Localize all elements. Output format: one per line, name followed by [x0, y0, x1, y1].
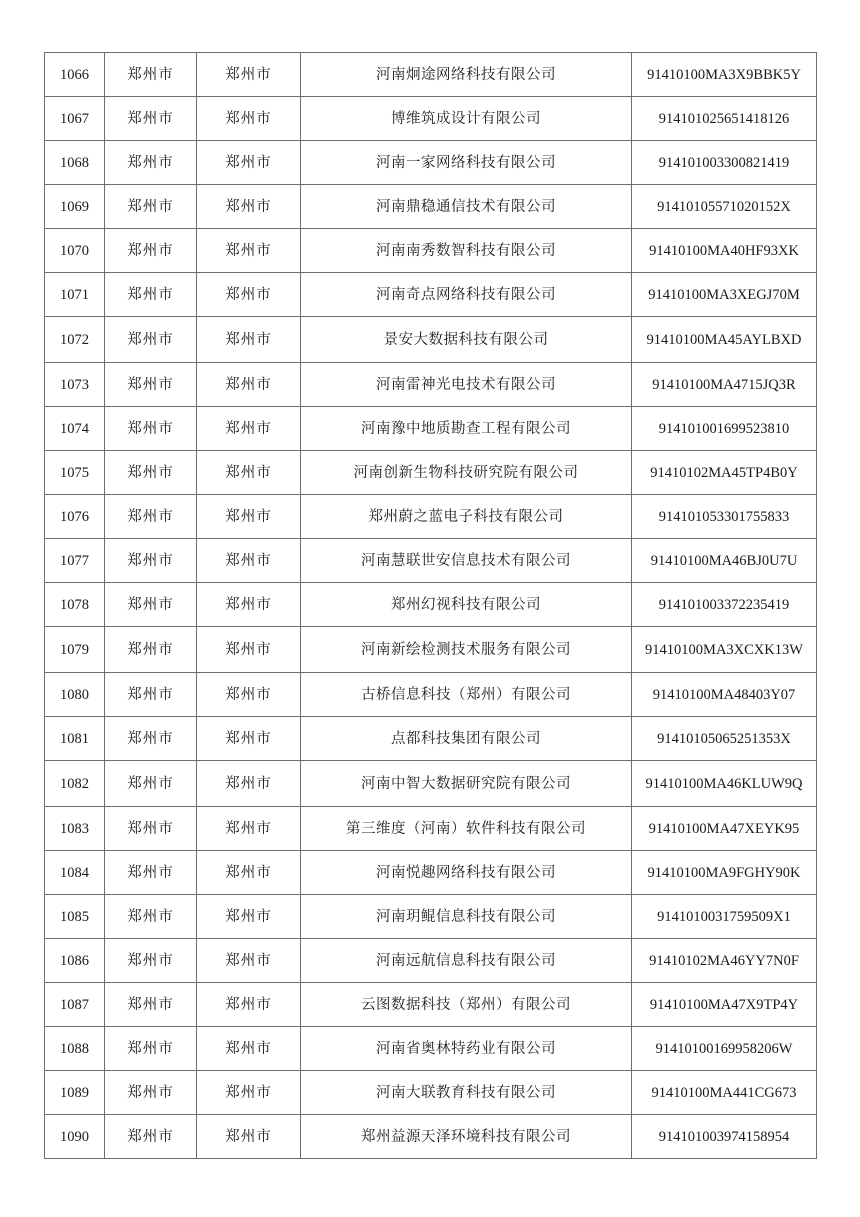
- row-number: 1075: [45, 451, 105, 495]
- table-row: [45, 495, 817, 539]
- table-row: [45, 761, 817, 807]
- row-number: 1073: [45, 363, 105, 407]
- document-page: [44, 52, 817, 1159]
- row-number: 1069: [45, 185, 105, 229]
- table-row: [45, 539, 817, 583]
- table-row: [45, 53, 817, 97]
- row-number: 1067: [45, 97, 105, 141]
- city-cell: 郑州市: [105, 451, 197, 495]
- table-row: [45, 451, 817, 495]
- company-name-cell: 景安大数据科技有限公司: [301, 317, 632, 363]
- company-name-cell: 河南远航信息科技有限公司: [301, 939, 632, 983]
- row-number: 1071: [45, 273, 105, 317]
- city-cell: 郑州市: [105, 1115, 197, 1159]
- company-name-cell: 云图数据科技（郑州）有限公司: [301, 983, 632, 1027]
- row-number: 1090: [45, 1115, 105, 1159]
- credit-code-cell: 914101003974158954: [632, 1115, 817, 1159]
- district-cell: 郑州市: [197, 539, 301, 583]
- table-row: [45, 97, 817, 141]
- credit-code-cell: 91410100MA47X9TP4Y: [632, 983, 817, 1027]
- table-row: [45, 939, 817, 983]
- credit-code-cell: 91410105065251353X: [632, 717, 817, 761]
- row-number: 1089: [45, 1071, 105, 1115]
- city-cell: 郑州市: [105, 851, 197, 895]
- table-row: [45, 273, 817, 317]
- district-cell: 郑州市: [197, 761, 301, 807]
- district-cell: 郑州市: [197, 363, 301, 407]
- district-cell: 郑州市: [197, 495, 301, 539]
- district-cell: 郑州市: [197, 939, 301, 983]
- company-name-cell: 河南鼎稳通信技术有限公司: [301, 185, 632, 229]
- row-number: 1084: [45, 851, 105, 895]
- table-body: [45, 53, 817, 1159]
- credit-code-cell: 91410100MA4715JQ3R: [632, 363, 817, 407]
- city-cell: 郑州市: [105, 495, 197, 539]
- credit-code-cell: 91410100169958206W: [632, 1027, 817, 1071]
- row-number: 1074: [45, 407, 105, 451]
- table-row: [45, 1115, 817, 1159]
- row-number: 1068: [45, 141, 105, 185]
- district-cell: 郑州市: [197, 229, 301, 273]
- credit-code-cell: 91410102MA45TP4B0Y: [632, 451, 817, 495]
- company-name-cell: 河南悦趣网络科技有限公司: [301, 851, 632, 895]
- city-cell: 郑州市: [105, 53, 197, 97]
- company-name-cell: 第三维度（河南）软件科技有限公司: [301, 807, 632, 851]
- district-cell: 郑州市: [197, 717, 301, 761]
- credit-code-cell: 914101003300821419: [632, 141, 817, 185]
- table-row: [45, 185, 817, 229]
- table-row: [45, 627, 817, 673]
- district-cell: 郑州市: [197, 673, 301, 717]
- row-number: 1088: [45, 1027, 105, 1071]
- company-name-cell: 河南南秀数智科技有限公司: [301, 229, 632, 273]
- district-cell: 郑州市: [197, 1071, 301, 1115]
- row-number: 1082: [45, 761, 105, 807]
- row-number: 1077: [45, 539, 105, 583]
- city-cell: 郑州市: [105, 97, 197, 141]
- city-cell: 郑州市: [105, 1027, 197, 1071]
- row-number: 1081: [45, 717, 105, 761]
- district-cell: 郑州市: [197, 807, 301, 851]
- company-name-cell: 古桥信息科技（郑州）有限公司: [301, 673, 632, 717]
- company-name-cell: 河南大联教育科技有限公司: [301, 1071, 632, 1115]
- row-number: 1086: [45, 939, 105, 983]
- city-cell: 郑州市: [105, 939, 197, 983]
- city-cell: 郑州市: [105, 363, 197, 407]
- row-number: 1078: [45, 583, 105, 627]
- row-number: 1083: [45, 807, 105, 851]
- credit-code-cell: 91410100MA48403Y07: [632, 673, 817, 717]
- district-cell: 郑州市: [197, 583, 301, 627]
- district-cell: 郑州市: [197, 317, 301, 363]
- company-name-cell: 河南创新生物科技研究院有限公司: [301, 451, 632, 495]
- credit-code-cell: 91410100MA9FGHY90K: [632, 851, 817, 895]
- city-cell: 郑州市: [105, 983, 197, 1027]
- company-name-cell: 河南新绘检测技术服务有限公司: [301, 627, 632, 673]
- credit-code-cell: 91410102MA46YY7N0F: [632, 939, 817, 983]
- district-cell: 郑州市: [197, 1115, 301, 1159]
- credit-code-cell: 91410100MA40HF93XK: [632, 229, 817, 273]
- row-number: 1085: [45, 895, 105, 939]
- table-row: [45, 895, 817, 939]
- city-cell: 郑州市: [105, 1071, 197, 1115]
- city-cell: 郑州市: [105, 583, 197, 627]
- row-number: 1066: [45, 53, 105, 97]
- credit-code-cell: 91410105571020152X: [632, 185, 817, 229]
- company-name-cell: 河南中智大数据研究院有限公司: [301, 761, 632, 807]
- table-row: [45, 673, 817, 717]
- credit-code-cell: 91410100MA3XCXK13W: [632, 627, 817, 673]
- table-row: [45, 229, 817, 273]
- credit-code-cell: 9141010031759509X1: [632, 895, 817, 939]
- credit-code-cell: 91410100MA3XEGJ70M: [632, 273, 817, 317]
- district-cell: 郑州市: [197, 1027, 301, 1071]
- company-name-cell: 河南豫中地质勘查工程有限公司: [301, 407, 632, 451]
- credit-code-cell: 914101025651418126: [632, 97, 817, 141]
- credit-code-cell: 91410100MA45AYLBXD: [632, 317, 817, 363]
- table-row: [45, 583, 817, 627]
- company-name-cell: 河南奇点网络科技有限公司: [301, 273, 632, 317]
- row-number: 1076: [45, 495, 105, 539]
- company-name-cell: 河南炯途网络科技有限公司: [301, 53, 632, 97]
- table-row: [45, 717, 817, 761]
- district-cell: 郑州市: [197, 185, 301, 229]
- city-cell: 郑州市: [105, 141, 197, 185]
- city-cell: 郑州市: [105, 407, 197, 451]
- company-name-cell: 郑州蔚之蓝电子科技有限公司: [301, 495, 632, 539]
- credit-code-cell: 91410100MA46BJ0U7U: [632, 539, 817, 583]
- district-cell: 郑州市: [197, 627, 301, 673]
- district-cell: 郑州市: [197, 53, 301, 97]
- city-cell: 郑州市: [105, 761, 197, 807]
- district-cell: 郑州市: [197, 983, 301, 1027]
- table-row: [45, 317, 817, 363]
- company-name-cell: 点都科技集团有限公司: [301, 717, 632, 761]
- city-cell: 郑州市: [105, 317, 197, 363]
- district-cell: 郑州市: [197, 895, 301, 939]
- company-name-cell: 河南慧联世安信息技术有限公司: [301, 539, 632, 583]
- city-cell: 郑州市: [105, 673, 197, 717]
- company-name-cell: 河南一家网络科技有限公司: [301, 141, 632, 185]
- credit-code-cell: 91410100MA3X9BBK5Y: [632, 53, 817, 97]
- credit-code-cell: 914101001699523810: [632, 407, 817, 451]
- table-row: [45, 407, 817, 451]
- row-number: 1070: [45, 229, 105, 273]
- credit-code-cell: 91410100MA47XEYK95: [632, 807, 817, 851]
- city-cell: 郑州市: [105, 273, 197, 317]
- credit-code-cell: 914101053301755833: [632, 495, 817, 539]
- table-row: [45, 983, 817, 1027]
- company-name-cell: 河南雷神光电技术有限公司: [301, 363, 632, 407]
- table-row: [45, 363, 817, 407]
- city-cell: 郑州市: [105, 807, 197, 851]
- table-row: [45, 1071, 817, 1115]
- district-cell: 郑州市: [197, 97, 301, 141]
- table-row: [45, 1027, 817, 1071]
- district-cell: 郑州市: [197, 851, 301, 895]
- credit-code-cell: 914101003372235419: [632, 583, 817, 627]
- company-name-cell: 河南省奥林特药业有限公司: [301, 1027, 632, 1071]
- table-row: [45, 807, 817, 851]
- city-cell: 郑州市: [105, 185, 197, 229]
- district-cell: 郑州市: [197, 273, 301, 317]
- company-name-cell: 郑州幻视科技有限公司: [301, 583, 632, 627]
- credit-code-cell: 91410100MA441CG673: [632, 1071, 817, 1115]
- city-cell: 郑州市: [105, 895, 197, 939]
- row-number: 1080: [45, 673, 105, 717]
- row-number: 1087: [45, 983, 105, 1027]
- row-number: 1079: [45, 627, 105, 673]
- company-name-cell: 郑州益源天泽环境科技有限公司: [301, 1115, 632, 1159]
- company-list-table: [44, 52, 817, 1159]
- district-cell: 郑州市: [197, 141, 301, 185]
- city-cell: 郑州市: [105, 539, 197, 583]
- company-name-cell: 博维筑成设计有限公司: [301, 97, 632, 141]
- district-cell: 郑州市: [197, 407, 301, 451]
- city-cell: 郑州市: [105, 627, 197, 673]
- row-number: 1072: [45, 317, 105, 363]
- city-cell: 郑州市: [105, 229, 197, 273]
- city-cell: 郑州市: [105, 717, 197, 761]
- table-row: [45, 141, 817, 185]
- company-name-cell: 河南玥鲲信息科技有限公司: [301, 895, 632, 939]
- credit-code-cell: 91410100MA46KLUW9Q: [632, 761, 817, 807]
- table-row: [45, 851, 817, 895]
- district-cell: 郑州市: [197, 451, 301, 495]
